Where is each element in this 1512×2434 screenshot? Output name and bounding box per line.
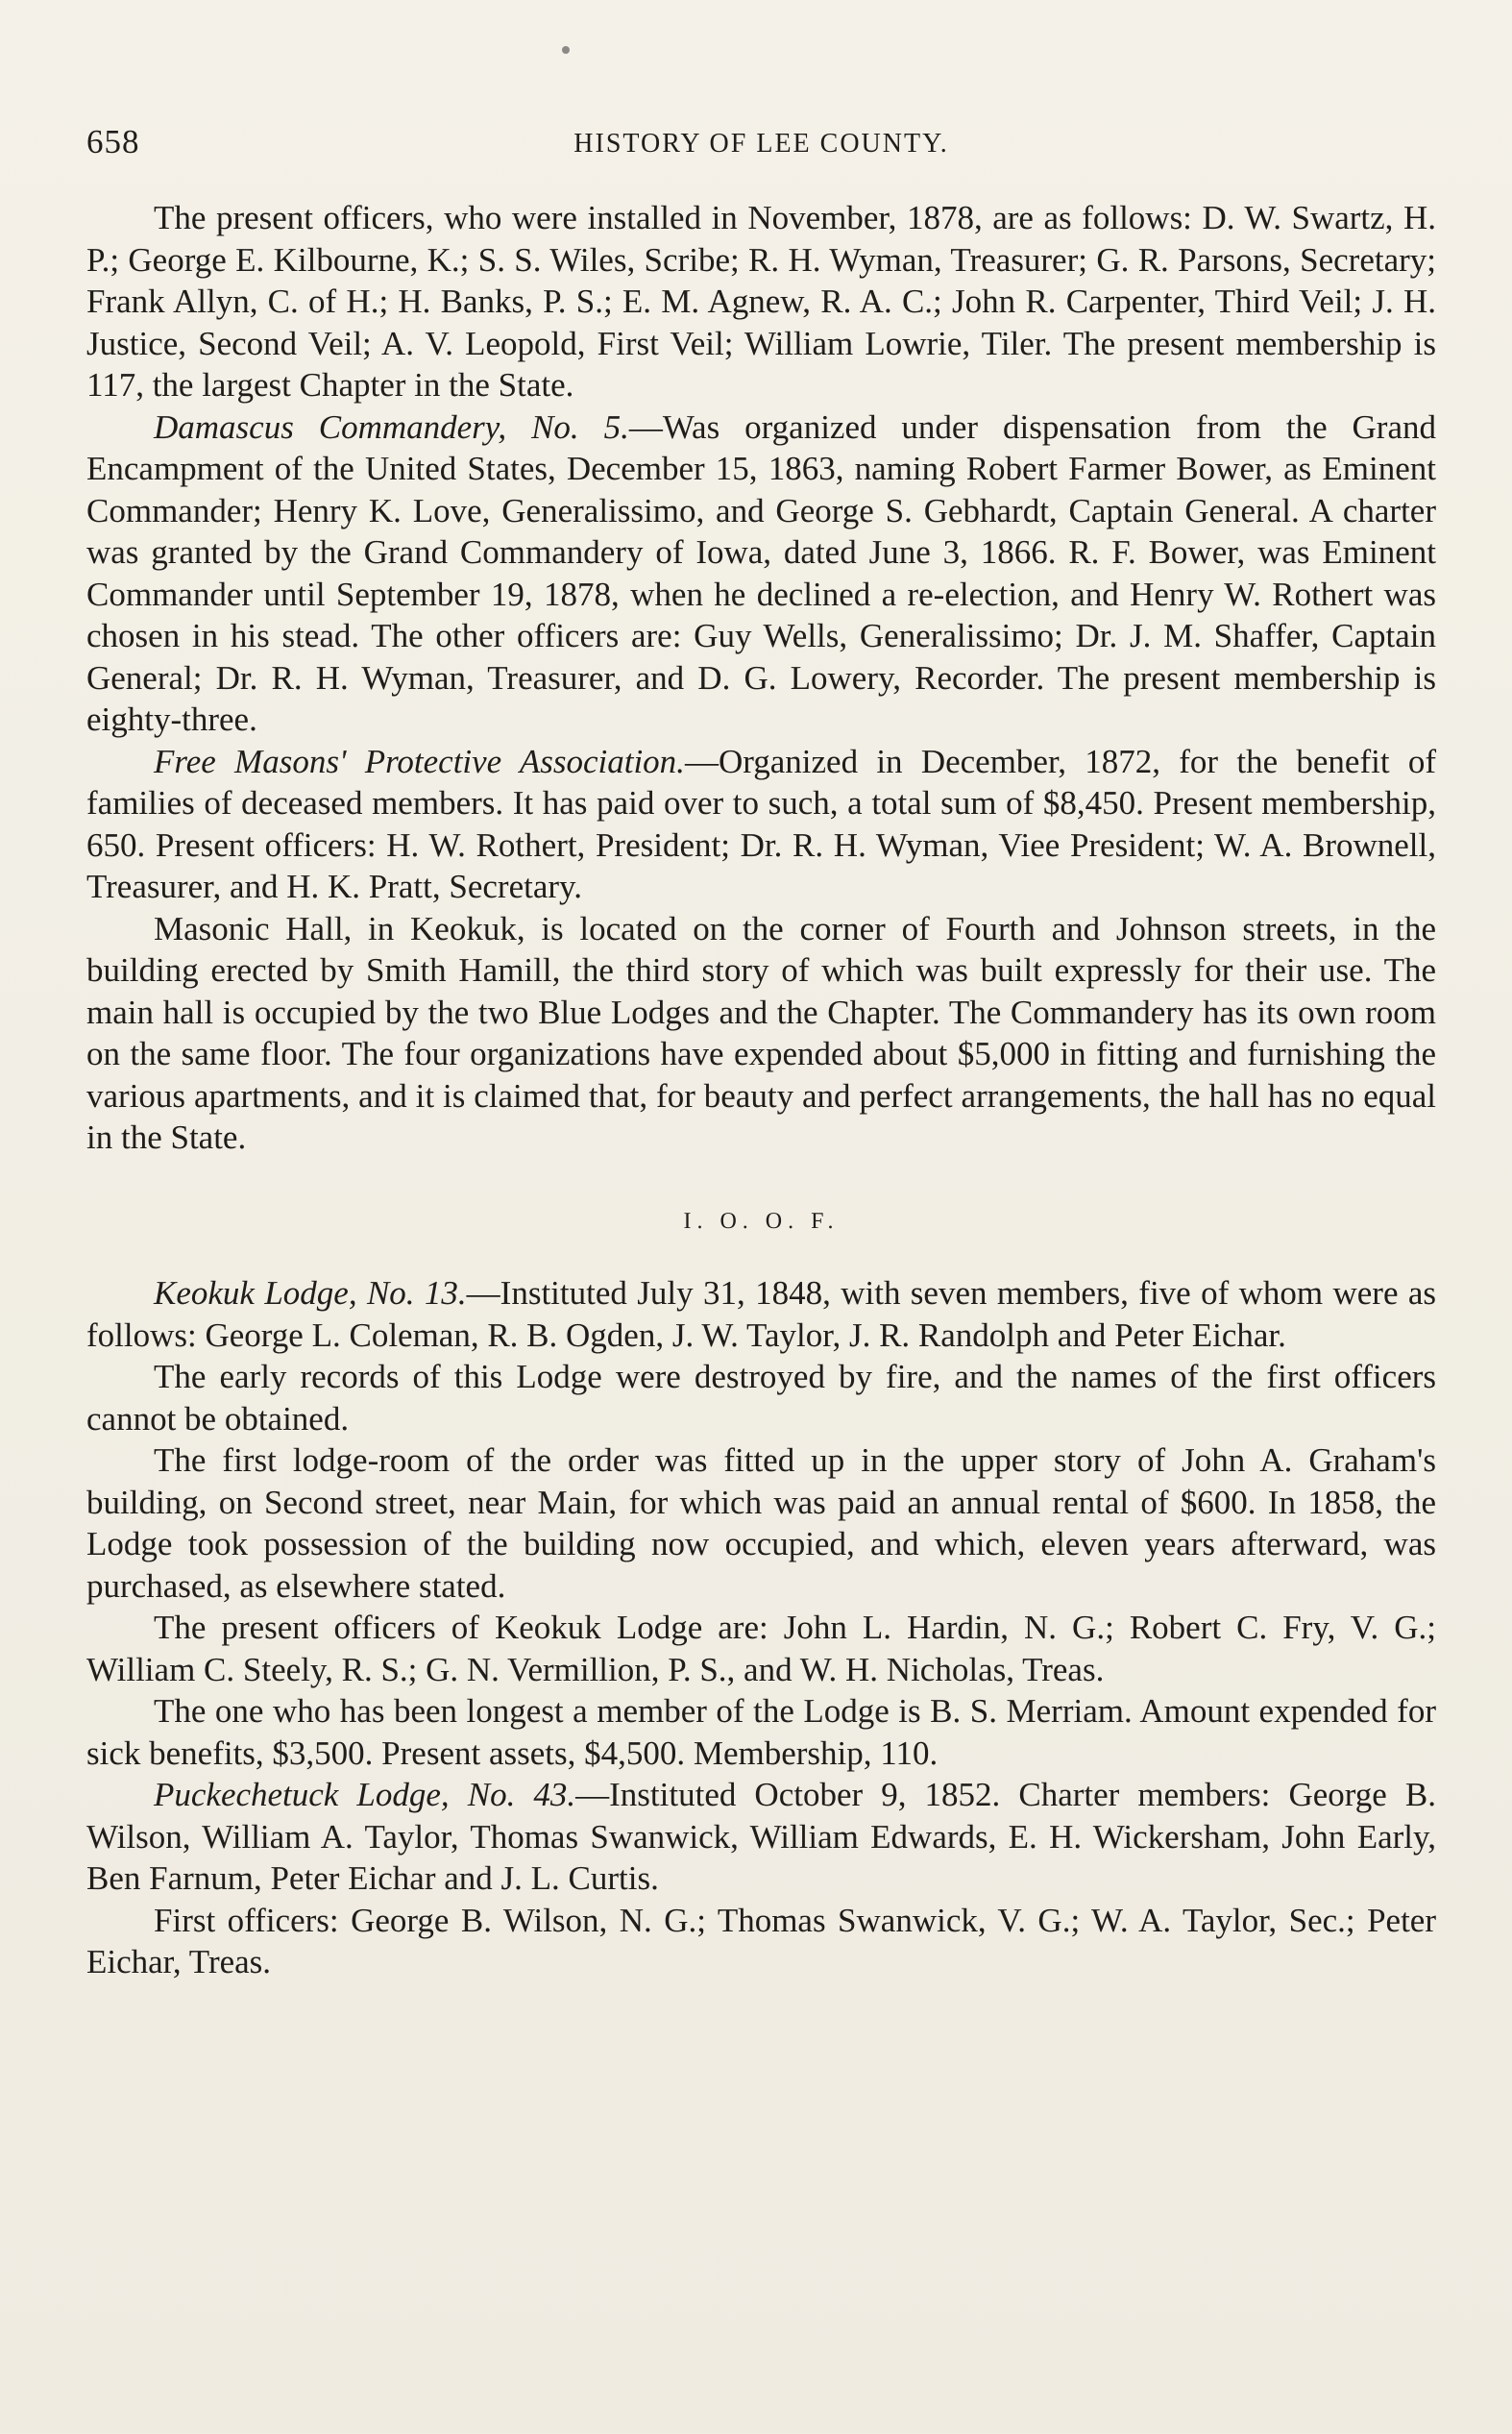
paragraph-text: —Was organized under dispensation from the Grand Encampment of the United States, December 15, 1863, naming Robert Farmer Bower, as Eminent Commander; Henry K. Love, Generalissimo, and George S. Gebhardt, Captain General. A charter was granted by the Grand Commandery of Iowa, dated June 3, 1866. R. F. Bower, was Eminent Commander until September 19, 1878, when he declined a re-election, and Henry W. Rothert was chosen in his stead. The other officers are: Guy Wells, Generalissimo; Dr. J. M. Shaffer, Captain General; Dr. R. H. Wyman, Treasurer, and D. G. Lowery, Recorder. The present membership is eighty-three. bbox=[86, 407, 1436, 738]
paragraph-damascus-commandery bbox=[86, 406, 1436, 741]
paragraph-protective-association bbox=[86, 741, 1436, 908]
paragraph-first-officers bbox=[86, 1900, 1436, 1983]
paragraph-officers bbox=[86, 197, 1436, 406]
paragraph-title: Keokuk Lodge, No. 13. bbox=[154, 1274, 467, 1312]
paragraph-early-records bbox=[86, 1356, 1436, 1439]
main-text bbox=[86, 197, 1436, 1983]
paragraph-title: Puckechetuck Lodge, No. 43. bbox=[154, 1776, 576, 1813]
section-heading: I. O. O. F. bbox=[683, 1208, 840, 1234]
paragraph-text: —Organized in December, 1872, for the benefit of families of deceased members. It has paid over to such, a total sum of $8,450. Present membership, 650. Present officers: H. W. Rothert, President; Dr. R. H. Wyman, Viee President; W. A. Brownell, Treasurer, and H. K. Pratt, Secretary. bbox=[86, 742, 1436, 905]
print-mark bbox=[562, 46, 570, 54]
paragraph-title: Damascus Commandery, No. 5. bbox=[154, 407, 629, 446]
paragraph-longest-member bbox=[86, 1690, 1436, 1774]
paragraph-keokuk-lodge bbox=[86, 1272, 1436, 1356]
page-number: 658 bbox=[86, 123, 140, 160]
paragraph-first-lodge-room bbox=[86, 1439, 1436, 1607]
paragraph-text: The present officers of Keokuk Lodge are: John L. Hardin, N. G.; Robert C. Fry, V. G.; William C. Steely, R. S.; G. N. Vermillion, P. S., and W. H. Nicholas, Treas. bbox=[86, 1609, 1436, 1688]
paragraph-text: —Instituted October 9, 1852. Charter members: George B. Wilson, William A. Taylor, Thomas Swanwick, William Edwards, E. H. Wickersham, John Early, Ben Farnum, Peter Eichar and J. L. Curtis. bbox=[86, 1776, 1436, 1897]
running-title: HISTORY OF LEE COUNTY. bbox=[573, 129, 949, 159]
paragraph-text: —Instituted July 31, 1848, with seven members, five of whom were as follows: George L. Coleman, R. B. Ogden, J. W. Taylor, J. R. Randolph and Peter Eichar. bbox=[86, 1274, 1437, 1354]
paragraph-text: The one who has been longest a member of the Lodge is B. S. Merriam. Amount expended for sick benefits, $3,500. Present assets, $4,500. Membership, 110. bbox=[86, 1692, 1436, 1772]
paragraph-text: The early records of this Lodge were destroyed by fire, and the names of the first officers cannot be obtained. bbox=[86, 1358, 1436, 1438]
page-header bbox=[86, 123, 1436, 161]
paragraph-masonic-hall bbox=[86, 908, 1436, 1159]
paragraph-puckechetuck-lodge bbox=[86, 1774, 1436, 1900]
paragraph-present-officers bbox=[86, 1607, 1436, 1690]
paragraph-text: The first lodge-room of the order was fitted up in the upper story of John A. Graham's building, on Second street, near Main, for which was paid an annual rental of $600. In 1858, the Lodge took possession of the building now occupied, and which, eleven years afterward, was purchased, as elsewhere stated. bbox=[86, 1441, 1436, 1605]
paragraph-text: Masonic Hall, in Keokuk, is located on the corner of Fourth and Johnson streets, in the building erected by Smith Hamill, the third story of which was built expressly for their use. The main hall is occupied by the two Blue Lodges and the Chapter. The Commandery has its own room on the same floor. The four organizations have expended about $5,000 in fitting and furnishing the various apartments, and it is claimed that, for beauty and perfect arrangements, the hall has no equal in the State. bbox=[86, 909, 1436, 1156]
paragraph-text: First officers: George B. Wilson, N. G.; Thomas Swanwick, V. G.; W. A. Taylor, Sec.; Peter Eichar, Treas. bbox=[86, 1901, 1436, 1980]
paragraph-text: The present officers, who were installed in November, 1878, are as follows: D. W. Swartz, H. P.; George E. Kilbourne, K.; S. S. Wiles, Scribe; R. H. Wyman, Treasurer; G. R. Parsons, Secretary; Frank Allyn, C. of H.; H. Banks, P. S.; E. M. Agnew, R. A. C.; John R. Carpenter, Third Veil; J. H. Justice, Second Veil; A. V. Leopold, First Veil; William Lowrie, Tiler. The present membership is 117, the largest Chapter in the State. bbox=[86, 199, 1436, 404]
paragraph-title: Free Masons' Protective Association. bbox=[154, 742, 685, 780]
